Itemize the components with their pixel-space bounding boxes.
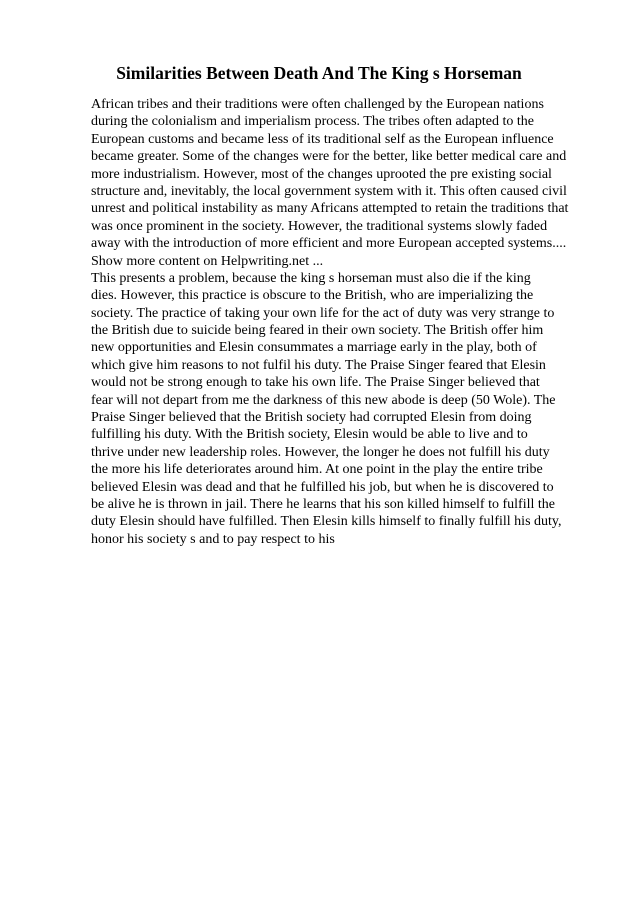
text-line: became greater. Some of the changes were for the better, like better medical care and	[91, 149, 567, 165]
document-body	[91, 96, 601, 548]
paragraph-2	[91, 270, 601, 548]
text-line: which give him reasons to not fulfil his duty. The Praise Singer feared that Elesin	[91, 357, 546, 373]
text-line: was once prominent in the society. However, the traditional systems slowly faded	[91, 218, 548, 234]
text-line: duty Elesin should have fulfilled. Then Elesin kills himself to finally fulfill his duty,	[91, 514, 562, 530]
text-line: more industrialism. However, most of the changes uprooted the pre existing social	[91, 166, 552, 182]
text-line: be alive he is thrown in jail. There he learns that his son killed himself to fulfill the	[91, 496, 555, 512]
text-line: African tribes and their traditions were often challenged by the European nations	[91, 97, 544, 112]
text-line: honor his society s and to pay respect to his	[91, 531, 335, 547]
text-line: fulfilling his duty. With the British society, Elesin would be able to live and to	[91, 427, 528, 443]
document-title: Similarities Between Death And The King s Horseman	[116, 63, 522, 83]
text-line: new opportunities and Elesin consummates a marriage early in the play, both of	[91, 340, 537, 356]
text-line: fear will not depart from me the darkness of this new abode is deep (50 Wole). The	[91, 392, 556, 408]
text-line: society. The practice of taking your own life for the act of duty was very strange to	[91, 305, 555, 321]
text-line: away with the introduction of more efficient and more European accepted systems....	[91, 236, 567, 252]
paragraph-1	[91, 96, 601, 253]
text-line: the more his life deteriorates around him. At one point in the play the entire tribe	[91, 462, 543, 478]
text-line: dies. However, this practice is obscure to the British, who are imperializing the	[91, 288, 534, 304]
text-line: thrive under new leadership roles. However, the longer he does not fulfill his duty	[91, 444, 550, 460]
text-line: the British due to suicide being feared in their own society. The British offer him	[91, 323, 544, 339]
text-line: European customs and became less of its traditional self as the European influence	[91, 131, 554, 147]
text-line: This presents a problem, because the king s horseman must also die if the king	[91, 270, 531, 286]
show-more-line: Show more content on Helpwriting.net ...	[91, 253, 324, 269]
text-line: structure and, inevitably, the local government system with it. This often caused civil	[91, 183, 567, 199]
text-line: believed Elesin was dead and that he fulfilled his job, but when he is discovered to	[91, 479, 554, 495]
text-line: would not be strong enough to take his own life. The Praise Singer believed that	[91, 375, 540, 391]
text-line: Praise Singer believed that the British society had corrupted Elesin from doing	[91, 410, 532, 426]
text-line: during the colonialism and imperialism process. The tribes often adapted to the	[91, 114, 534, 130]
text-line: unrest and political instability as many Africans attempted to retain the traditions that	[91, 201, 569, 217]
